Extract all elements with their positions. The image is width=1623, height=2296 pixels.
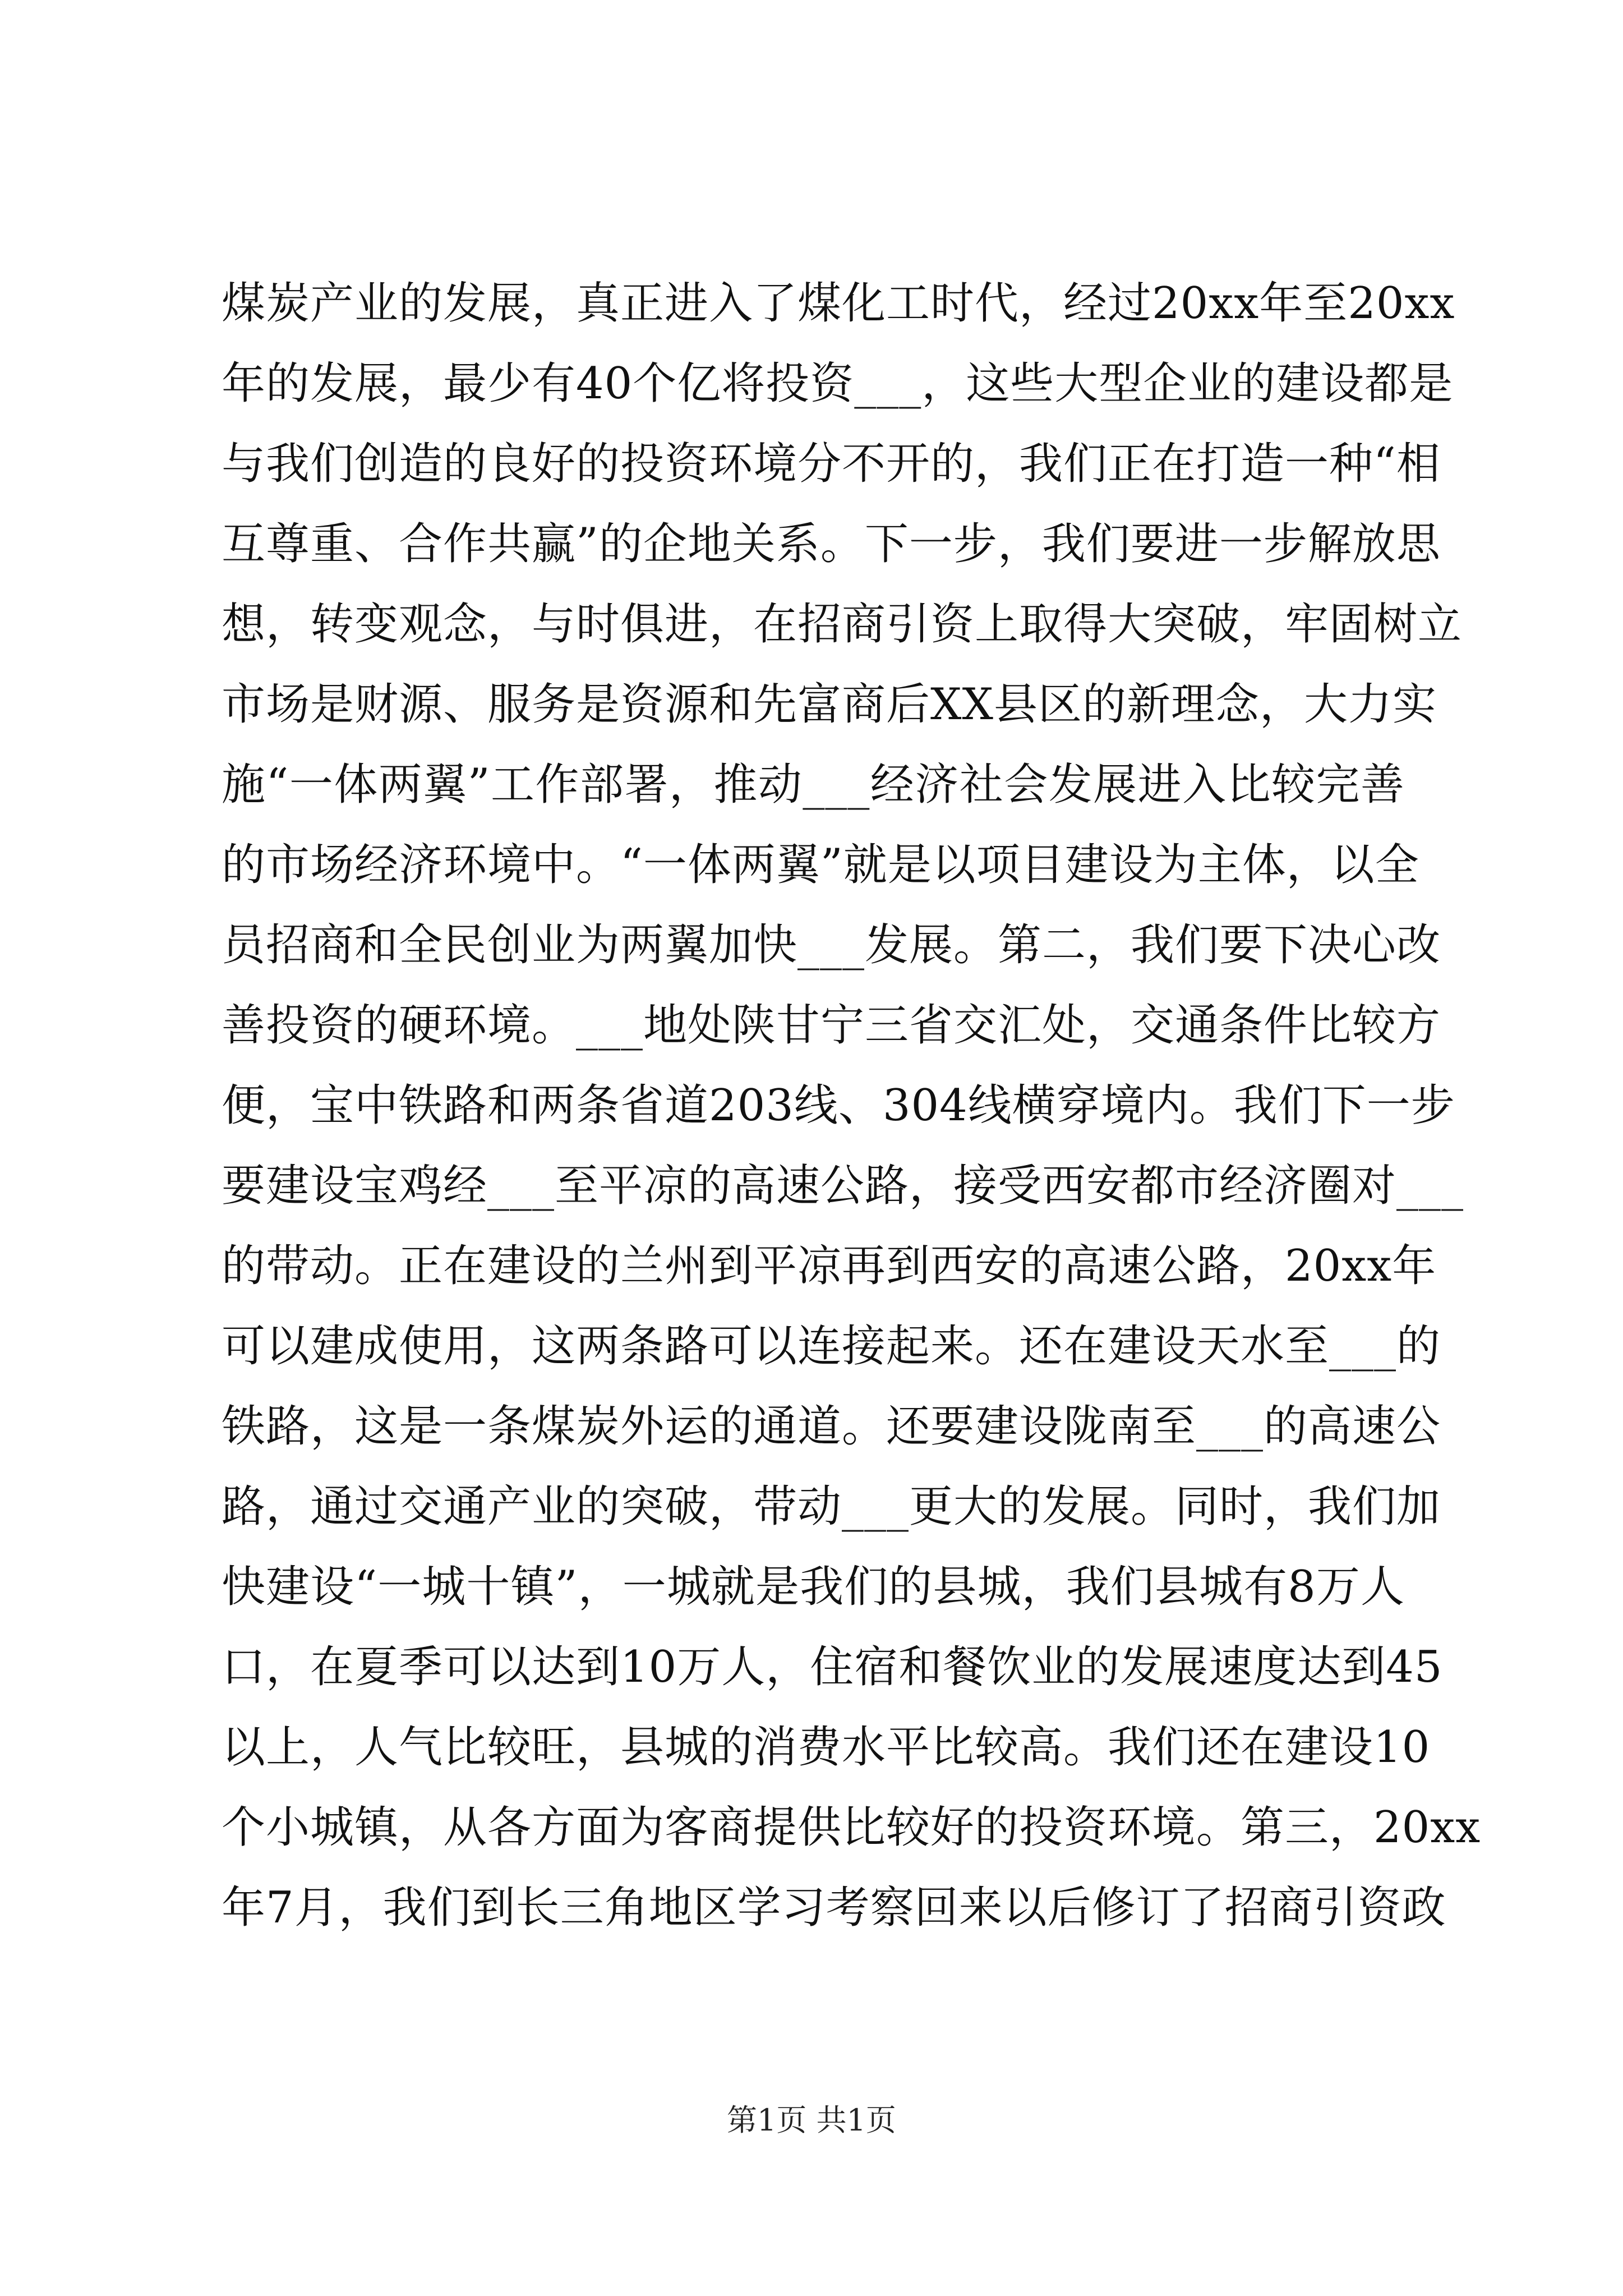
- text-line: 以上，人气比较旺，县城的消费水平比较高。我们还在建设10: [222, 1722, 1431, 1773]
- body-text: [222, 264, 1481, 1948]
- text-line: 互尊重、合作共赢”的企地关系。下一步，我们要进一步解放思: [222, 519, 1441, 569]
- text-line: 员招商和全民创业为两翼加快___发展。第二，我们要下决心改: [222, 920, 1441, 970]
- text-line: 铁路，这是一条煤炭外运的通道。还要建设陇南至___的高速公: [222, 1401, 1441, 1452]
- page-footer: [0, 2101, 1623, 2140]
- page-number-label: 第1页 共1页: [727, 2102, 896, 2138]
- text-line: 口，在夏季可以达到10万人，住宿和餐饮业的发展速度达到45: [222, 1642, 1443, 1692]
- text-line: 可以建成使用，这两条路可以连接起来。还在建设天水至___的: [222, 1321, 1441, 1372]
- text-line: 要建设宝鸡经___至平凉的高速公路，接受西安都市经济圈对___: [222, 1161, 1464, 1211]
- text-line: 市场是财源、服务是资源和先富商后XX县区的新理念，大力实: [222, 679, 1437, 730]
- text-line: 快建设“一城十镇”，一城就是我们的县城，我们县城有8万人: [222, 1562, 1405, 1612]
- text-line: 路，通过交通产业的突破，带动___更大的发展。同时，我们加: [222, 1481, 1441, 1532]
- text-line: 施“一体两翼”工作部署，推动___经济社会发展进入比较完善: [222, 760, 1405, 810]
- text-line: 便，宝中铁路和两条省道203线、304线横穿境内。我们下一步: [222, 1080, 1455, 1131]
- text-line: 的市场经济环境中。“一体两翼”就是以项目建设为主体，以全: [222, 840, 1419, 890]
- text-line: 年的发展，最少有40个亿将投资___，这些大型企业的建设都是: [222, 358, 1454, 409]
- text-line: 善投资的硬环境。___地处陕甘宁三省交汇处，交通条件比较方: [222, 1000, 1441, 1051]
- text-line: 想，转变观念，与时俱进，在招商引资上取得大突破，牢固树立: [222, 599, 1463, 650]
- text-line: 年7月，我们到长三角地区学习考察回来以后修订了招商引资政: [222, 1883, 1446, 1933]
- text-line: 的带动。正在建设的兰州到平凉再到西安的高速公路，20xx年: [222, 1241, 1437, 1291]
- text-line: 煤炭产业的发展，真正进入了煤化工时代，经过20xx年至20xx: [222, 278, 1455, 329]
- text-line: 个小城镇，从各方面为客商提供比较好的投资环境。第三，20xx: [222, 1802, 1481, 1853]
- text-line: 与我们创造的良好的投资环境分不开的，我们正在打造一种“相: [222, 439, 1441, 489]
